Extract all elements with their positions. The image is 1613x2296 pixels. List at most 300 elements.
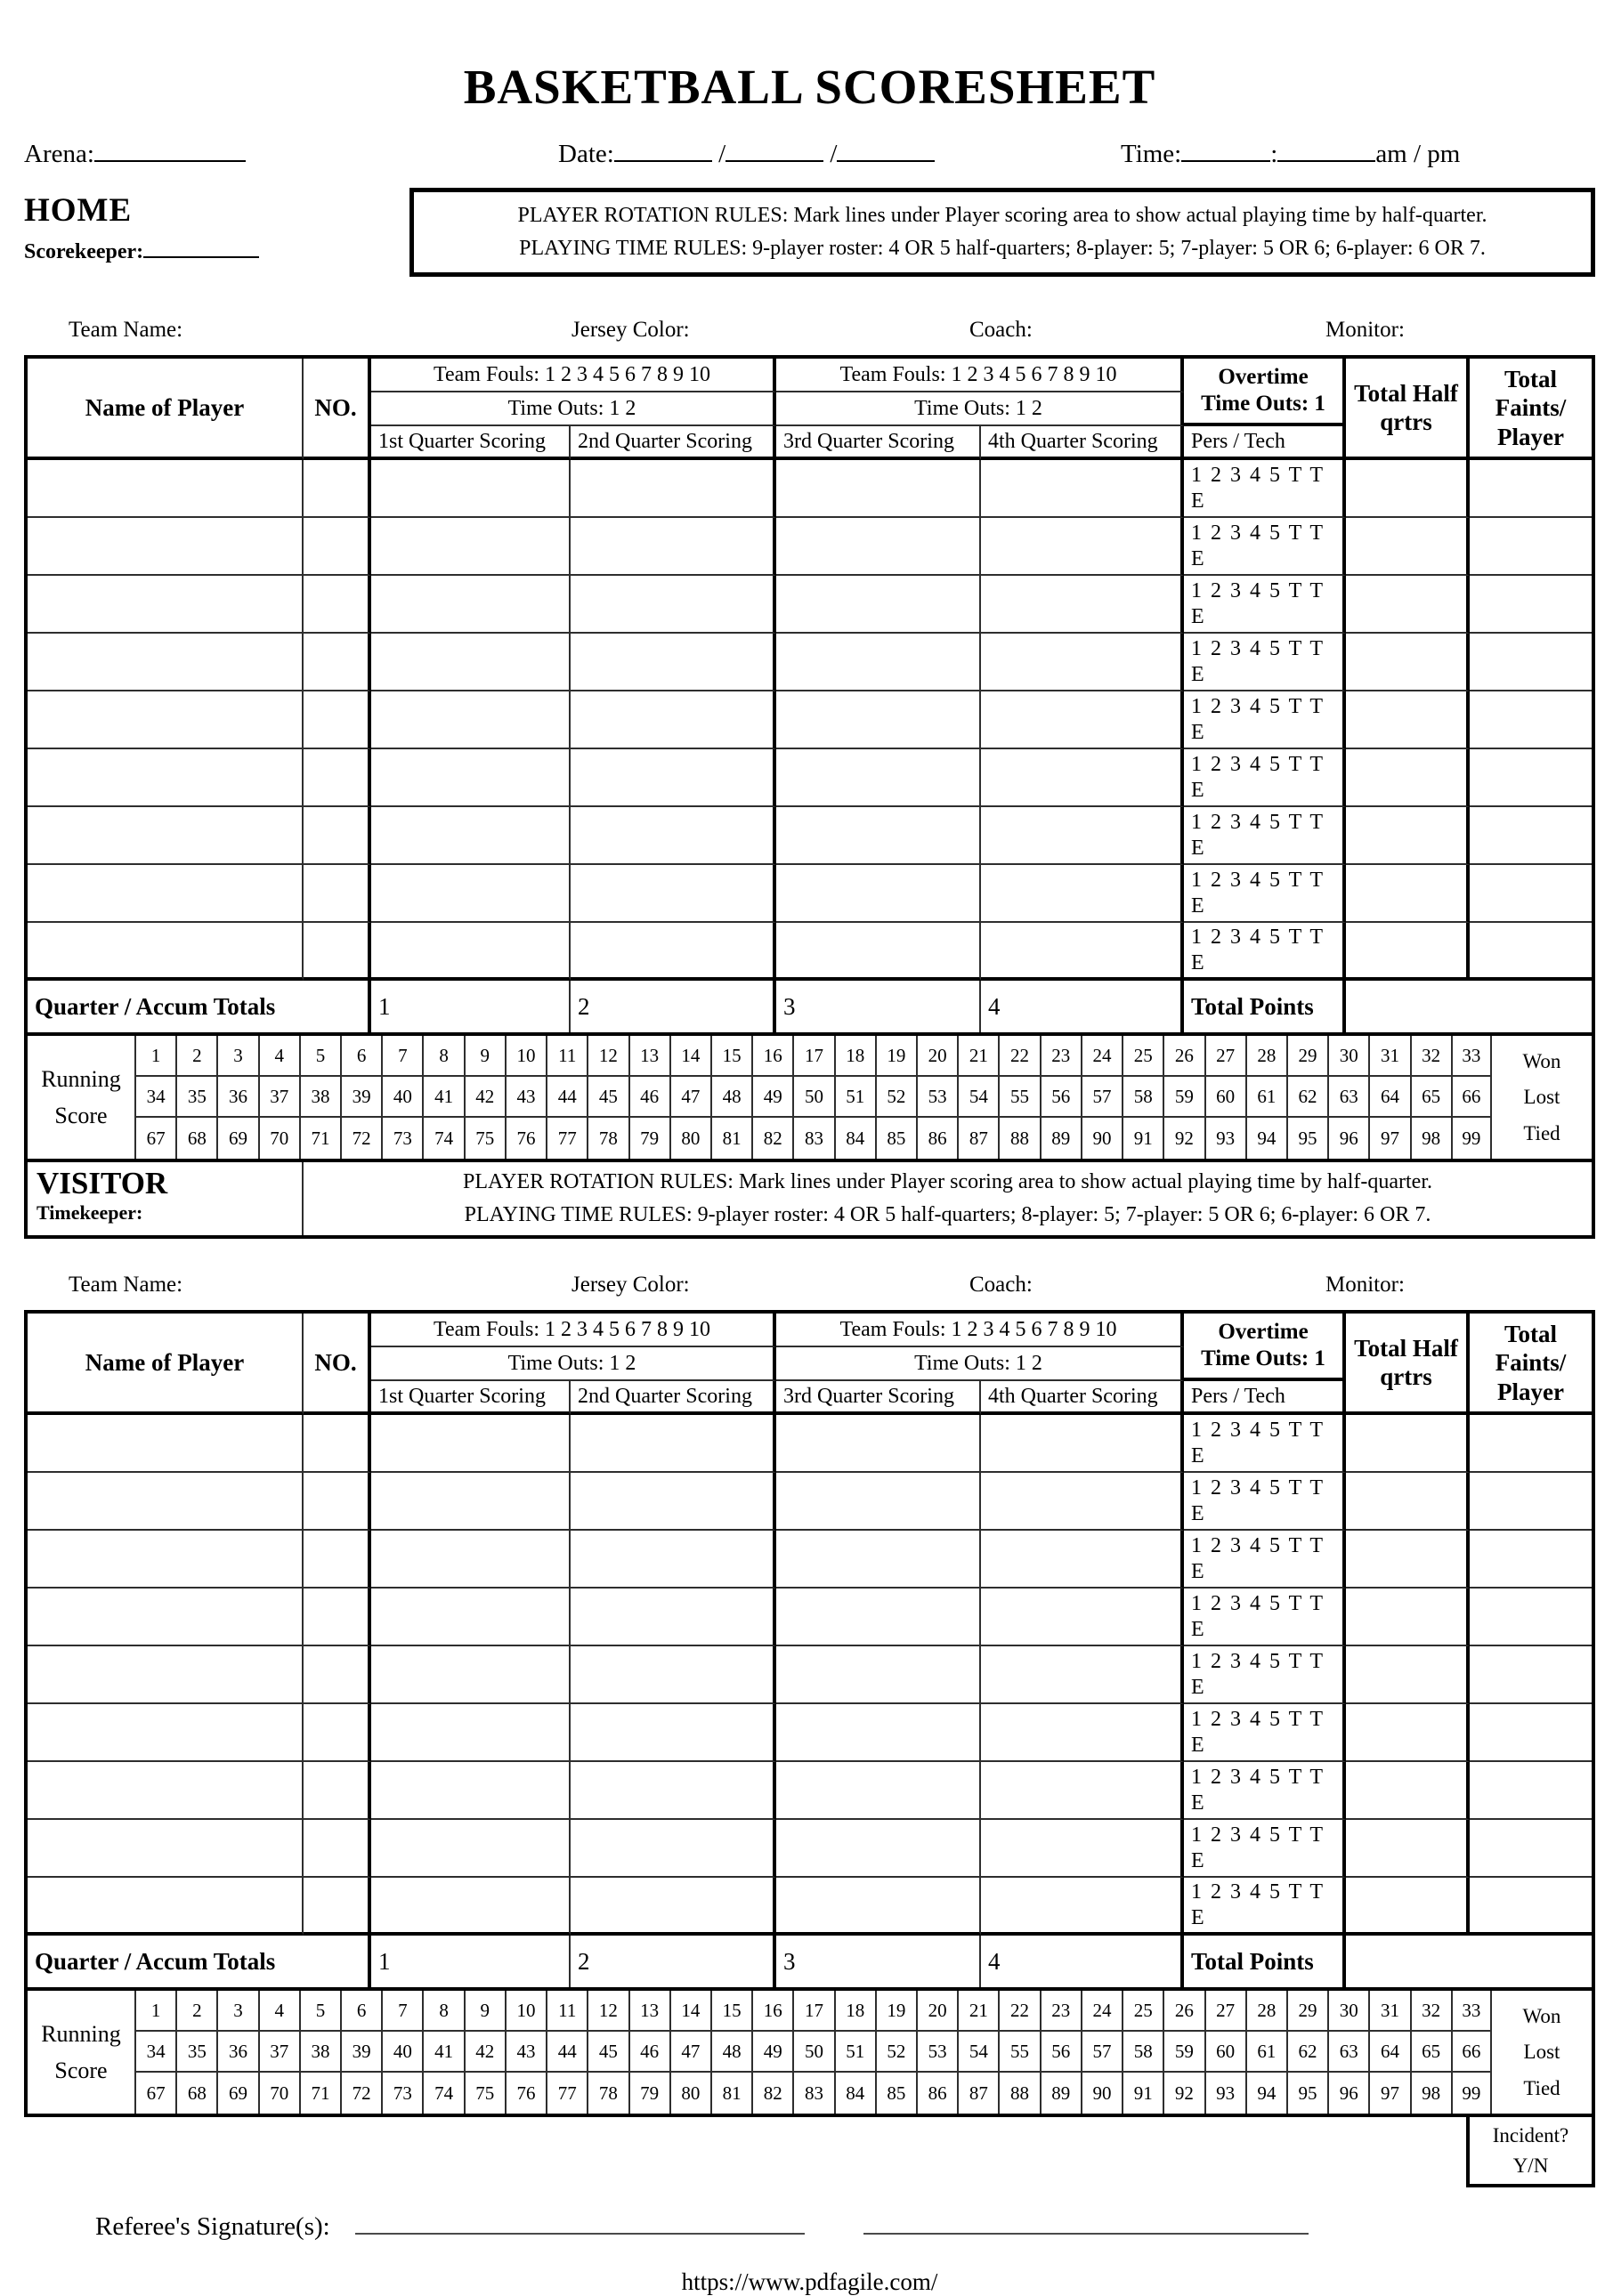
running-score-number[interactable]: 79 (628, 1118, 669, 1159)
quarter-total-cell[interactable]: 2 (571, 981, 776, 1032)
running-score-number[interactable]: 75 (464, 2073, 505, 2114)
running-score-number[interactable]: 21 (957, 1991, 998, 2032)
running-score-number[interactable]: 65 (1410, 2032, 1451, 2073)
total-faints-cell[interactable] (1470, 1589, 1592, 1646)
total-half-qrtrs-cell[interactable] (1346, 1878, 1470, 1936)
running-score-number[interactable]: 67 (134, 1118, 175, 1159)
running-score-number[interactable]: 93 (1204, 1118, 1245, 1159)
running-score-number[interactable]: 88 (998, 2073, 1039, 2114)
quarter-total-cell[interactable]: 4 (981, 1936, 1184, 1987)
running-score-number[interactable]: 9 (464, 1991, 505, 2032)
player-no-cell[interactable] (304, 1646, 371, 1704)
running-score-number[interactable]: 22 (998, 1991, 1039, 2032)
running-score-number[interactable]: 93 (1204, 2073, 1245, 2114)
running-score-number[interactable]: 65 (1410, 1077, 1451, 1118)
scorekeeper-input-line[interactable] (143, 235, 259, 258)
running-score-number[interactable]: 87 (957, 1118, 998, 1159)
won-lost-tied-label[interactable]: Won Lost Tied (1522, 2005, 1561, 2099)
running-score-number[interactable]: 1 (134, 1036, 175, 1077)
running-score-number[interactable]: 84 (834, 1118, 875, 1159)
player-no-cell[interactable] (304, 1878, 371, 1936)
q2-scoring-cell[interactable] (571, 1473, 776, 1531)
running-score-number[interactable]: 28 (1245, 1991, 1286, 2032)
running-score-number[interactable]: 92 (1163, 2073, 1204, 2114)
q2-scoring-cell[interactable] (571, 1646, 776, 1704)
player-name-cell[interactable] (28, 518, 304, 576)
total-half-qrtrs-cell[interactable] (1346, 1589, 1470, 1646)
q4-scoring-cell[interactable] (981, 1589, 1184, 1646)
date-day-line[interactable] (725, 134, 823, 162)
q3-scoring-cell[interactable] (776, 807, 981, 865)
running-score-number[interactable]: 25 (1122, 1991, 1163, 2032)
quarter-total-cell[interactable]: 1 (371, 1936, 571, 1987)
player-no-cell[interactable] (304, 1589, 371, 1646)
total-faints-cell[interactable] (1470, 1415, 1592, 1473)
q4-scoring-cell[interactable] (981, 691, 1184, 749)
running-score-number[interactable]: 17 (792, 1036, 833, 1077)
running-score-number[interactable]: 26 (1163, 1991, 1204, 2032)
q3-scoring-cell[interactable] (776, 1820, 981, 1878)
running-score-number[interactable]: 63 (1327, 2032, 1368, 2073)
q4-scoring-cell[interactable] (981, 1415, 1184, 1473)
running-score-number[interactable]: 69 (216, 2073, 257, 2114)
running-score-number[interactable]: 13 (628, 1991, 669, 2032)
running-score-number[interactable]: 38 (299, 1077, 340, 1118)
q1-scoring-cell[interactable] (371, 576, 571, 634)
running-score-number[interactable]: 21 (957, 1036, 998, 1077)
running-score-number[interactable]: 14 (669, 1991, 710, 2032)
running-score-number[interactable]: 76 (505, 1118, 546, 1159)
running-score-number[interactable]: 19 (875, 1991, 916, 2032)
total-faints-cell[interactable] (1470, 1762, 1592, 1820)
q2-scoring-cell[interactable] (571, 923, 776, 981)
total-half-qrtrs-cell[interactable] (1346, 923, 1470, 981)
running-score-number[interactable]: 3 (216, 1991, 257, 2032)
running-score-number[interactable]: 26 (1163, 1036, 1204, 1077)
pers-tech-fouls-scale[interactable]: 1 2 3 4 5 T T E (1184, 1415, 1346, 1473)
running-score-number[interactable]: 99 (1451, 2073, 1492, 2114)
running-score-number[interactable]: 73 (381, 2073, 422, 2114)
running-score-number[interactable]: 44 (546, 2032, 587, 2073)
running-score-number[interactable]: 50 (792, 1077, 833, 1118)
time-minute-line[interactable] (1277, 134, 1375, 162)
running-score-number[interactable]: 44 (546, 1077, 587, 1118)
running-score-number[interactable]: 42 (464, 2032, 505, 2073)
q3-scoring-cell[interactable] (776, 923, 981, 981)
running-score-number[interactable]: 84 (834, 2073, 875, 2114)
q2-scoring-cell[interactable] (571, 1820, 776, 1878)
running-score-number[interactable]: 25 (1122, 1036, 1163, 1077)
pers-tech-fouls-scale[interactable]: 1 2 3 4 5 T T E (1184, 807, 1346, 865)
running-score-number[interactable]: 70 (258, 1118, 299, 1159)
running-score-number[interactable]: 56 (1040, 1077, 1081, 1118)
running-score-number[interactable]: 24 (1081, 1991, 1122, 2032)
running-score-number[interactable]: 32 (1410, 1036, 1451, 1077)
running-score-number[interactable]: 45 (587, 2032, 628, 2073)
q2-scoring-cell[interactable] (571, 865, 776, 923)
running-score-number[interactable]: 30 (1327, 1036, 1368, 1077)
player-name-cell[interactable] (28, 1473, 304, 1531)
total-half-qrtrs-cell[interactable] (1346, 460, 1470, 518)
running-score-number[interactable]: 53 (916, 1077, 957, 1118)
running-score-number[interactable]: 40 (381, 1077, 422, 1118)
running-score-number[interactable]: 66 (1451, 2032, 1492, 2073)
running-score-number[interactable]: 82 (751, 2073, 792, 2114)
q1-scoring-cell[interactable] (371, 865, 571, 923)
running-score-number[interactable]: 71 (299, 2073, 340, 2114)
player-name-cell[interactable] (28, 1646, 304, 1704)
running-score-number[interactable]: 5 (299, 1036, 340, 1077)
running-score-number[interactable]: 49 (751, 1077, 792, 1118)
q2-scoring-cell[interactable] (571, 576, 776, 634)
q1-scoring-cell[interactable] (371, 518, 571, 576)
running-score-number[interactable]: 34 (134, 1077, 175, 1118)
running-score-number[interactable]: 13 (628, 1036, 669, 1077)
q2-scoring-cell[interactable] (571, 518, 776, 576)
running-score-number[interactable]: 8 (422, 1036, 463, 1077)
running-score-number[interactable]: 17 (792, 1991, 833, 2032)
running-score-number[interactable]: 9 (464, 1036, 505, 1077)
total-faints-cell[interactable] (1470, 691, 1592, 749)
running-score-number[interactable]: 58 (1122, 2032, 1163, 2073)
running-score-number[interactable]: 50 (792, 2032, 833, 2073)
quarter-total-cell[interactable]: 1 (371, 981, 571, 1032)
total-faints-cell[interactable] (1470, 1704, 1592, 1762)
q1-scoring-cell[interactable] (371, 1704, 571, 1762)
q3-scoring-cell[interactable] (776, 1762, 981, 1820)
q4-scoring-cell[interactable] (981, 1473, 1184, 1531)
date-year-line[interactable] (837, 134, 935, 162)
q4-scoring-cell[interactable] (981, 460, 1184, 518)
running-score-number[interactable]: 18 (834, 1036, 875, 1077)
running-score-number[interactable]: 90 (1081, 2073, 1122, 2114)
q2-scoring-cell[interactable] (571, 691, 776, 749)
total-faints-cell[interactable] (1470, 865, 1592, 923)
player-no-cell[interactable] (304, 923, 371, 981)
running-score-number[interactable]: 61 (1245, 2032, 1286, 2073)
running-score-number[interactable]: 58 (1122, 1077, 1163, 1118)
player-no-cell[interactable] (304, 576, 371, 634)
running-score-number[interactable]: 61 (1245, 1077, 1286, 1118)
running-score-number[interactable]: 6 (340, 1036, 381, 1077)
player-name-cell[interactable] (28, 749, 304, 807)
total-faints-cell[interactable] (1470, 634, 1592, 691)
player-no-cell[interactable] (304, 691, 371, 749)
running-score-number[interactable]: 15 (710, 1036, 751, 1077)
player-name-cell[interactable] (28, 865, 304, 923)
q1-scoring-cell[interactable] (371, 1762, 571, 1820)
running-score-number[interactable]: 30 (1327, 1991, 1368, 2032)
running-score-number[interactable]: 16 (751, 1036, 792, 1077)
running-score-number[interactable]: 96 (1327, 2073, 1368, 2114)
running-score-number[interactable]: 68 (175, 1118, 216, 1159)
total-half-qrtrs-cell[interactable] (1346, 518, 1470, 576)
q1-scoring-cell[interactable] (371, 634, 571, 691)
q2-scoring-cell[interactable] (571, 1589, 776, 1646)
running-score-number[interactable]: 41 (422, 1077, 463, 1118)
running-score-number[interactable]: 60 (1204, 2032, 1245, 2073)
player-name-cell[interactable] (28, 634, 304, 691)
running-score-number[interactable]: 98 (1410, 1118, 1451, 1159)
running-score-number[interactable]: 5 (299, 1991, 340, 2032)
pers-tech-fouls-scale[interactable]: 1 2 3 4 5 T T E (1184, 923, 1346, 981)
q2-scoring-cell[interactable] (571, 460, 776, 518)
total-half-qrtrs-cell[interactable] (1346, 865, 1470, 923)
running-score-number[interactable]: 19 (875, 1036, 916, 1077)
running-score-number[interactable]: 1 (134, 1991, 175, 2032)
running-score-number[interactable]: 77 (546, 1118, 587, 1159)
player-no-cell[interactable] (304, 460, 371, 518)
player-name-cell[interactable] (28, 1878, 304, 1936)
q3-scoring-cell[interactable] (776, 1415, 981, 1473)
running-score-number[interactable]: 55 (998, 2032, 1039, 2073)
q2-scoring-cell[interactable] (571, 634, 776, 691)
running-score-number[interactable]: 14 (669, 1036, 710, 1077)
running-score-number[interactable]: 24 (1081, 1036, 1122, 1077)
player-no-cell[interactable] (304, 865, 371, 923)
q3-scoring-cell[interactable] (776, 460, 981, 518)
player-no-cell[interactable] (304, 518, 371, 576)
total-faints-cell[interactable] (1470, 1531, 1592, 1589)
running-score-number[interactable]: 88 (998, 1118, 1039, 1159)
running-score-number[interactable]: 45 (587, 1077, 628, 1118)
running-score-number[interactable]: 89 (1040, 2073, 1081, 2114)
q4-scoring-cell[interactable] (981, 518, 1184, 576)
running-score-number[interactable]: 28 (1245, 1036, 1286, 1077)
q2-scoring-cell[interactable] (571, 1762, 776, 1820)
running-score-number[interactable]: 74 (422, 2073, 463, 2114)
running-score-number[interactable]: 99 (1451, 1118, 1492, 1159)
q2-scoring-cell[interactable] (571, 1415, 776, 1473)
running-score-number[interactable]: 22 (998, 1036, 1039, 1077)
running-score-number[interactable]: 15 (710, 1991, 751, 2032)
running-score-number[interactable]: 86 (916, 2073, 957, 2114)
q4-scoring-cell[interactable] (981, 634, 1184, 691)
q1-scoring-cell[interactable] (371, 1415, 571, 1473)
q4-scoring-cell[interactable] (981, 1646, 1184, 1704)
running-score-number[interactable]: 41 (422, 2032, 463, 2073)
running-score-number[interactable]: 6 (340, 1991, 381, 2032)
total-half-qrtrs-cell[interactable] (1346, 1531, 1470, 1589)
pers-tech-fouls-scale[interactable]: 1 2 3 4 5 T T E (1184, 749, 1346, 807)
running-score-number[interactable]: 66 (1451, 1077, 1492, 1118)
arena-input-line[interactable] (94, 134, 246, 162)
total-half-qrtrs-cell[interactable] (1346, 1704, 1470, 1762)
pers-tech-fouls-scale[interactable]: 1 2 3 4 5 T T E (1184, 634, 1346, 691)
running-score-number[interactable]: 11 (546, 1991, 587, 2032)
running-score-number[interactable]: 43 (505, 1077, 546, 1118)
running-score-number[interactable]: 97 (1368, 1118, 1409, 1159)
q4-scoring-cell[interactable] (981, 1704, 1184, 1762)
running-score-number[interactable]: 10 (505, 1991, 546, 2032)
running-score-number[interactable]: 29 (1286, 1991, 1327, 2032)
running-score-number[interactable]: 91 (1122, 2073, 1163, 2114)
q4-scoring-cell[interactable] (981, 1878, 1184, 1936)
total-half-qrtrs-cell[interactable] (1346, 634, 1470, 691)
running-score-number[interactable]: 18 (834, 1991, 875, 2032)
running-score-number[interactable]: 62 (1286, 1077, 1327, 1118)
running-score-number[interactable]: 54 (957, 2032, 998, 2073)
q1-scoring-cell[interactable] (371, 1646, 571, 1704)
running-score-number[interactable]: 56 (1040, 2032, 1081, 2073)
running-score-number[interactable]: 37 (258, 1077, 299, 1118)
pers-tech-fouls-scale[interactable]: 1 2 3 4 5 T T E (1184, 691, 1346, 749)
quarter-total-cell[interactable]: 3 (776, 981, 981, 1032)
running-score-number[interactable]: 75 (464, 1118, 505, 1159)
total-half-qrtrs-cell[interactable] (1346, 1415, 1470, 1473)
running-score-number[interactable]: 64 (1368, 1077, 1409, 1118)
quarter-total-cell[interactable]: 4 (981, 981, 1184, 1032)
q1-scoring-cell[interactable] (371, 1589, 571, 1646)
q3-scoring-cell[interactable] (776, 518, 981, 576)
running-score-number[interactable]: 51 (834, 1077, 875, 1118)
q3-scoring-cell[interactable] (776, 1878, 981, 1936)
running-score-number[interactable]: 89 (1040, 1118, 1081, 1159)
quarter-total-cell[interactable]: 3 (776, 1936, 981, 1987)
running-score-number[interactable]: 82 (751, 1118, 792, 1159)
pers-tech-fouls-scale[interactable]: 1 2 3 4 5 T T E (1184, 518, 1346, 576)
running-score-number[interactable]: 97 (1368, 2073, 1409, 2114)
running-score-number[interactable]: 94 (1245, 1118, 1286, 1159)
running-score-number[interactable]: 62 (1286, 2032, 1327, 2073)
total-faints-cell[interactable] (1470, 1473, 1592, 1531)
q3-scoring-cell[interactable] (776, 1646, 981, 1704)
running-score-number[interactable]: 80 (669, 2073, 710, 2114)
player-name-cell[interactable] (28, 576, 304, 634)
running-score-number[interactable]: 71 (299, 1118, 340, 1159)
running-score-number[interactable]: 35 (175, 1077, 216, 1118)
q1-scoring-cell[interactable] (371, 923, 571, 981)
q3-scoring-cell[interactable] (776, 576, 981, 634)
running-score-number[interactable]: 2 (175, 1036, 216, 1077)
running-score-number[interactable]: 20 (916, 1991, 957, 2032)
running-score-number[interactable]: 3 (216, 1036, 257, 1077)
running-score-number[interactable]: 87 (957, 2073, 998, 2114)
running-score-number[interactable]: 12 (587, 1036, 628, 1077)
running-score-number[interactable]: 20 (916, 1036, 957, 1077)
running-score-number[interactable]: 11 (546, 1036, 587, 1077)
running-score-number[interactable]: 59 (1163, 2032, 1204, 2073)
running-score-number[interactable]: 10 (505, 1036, 546, 1077)
running-score-number[interactable]: 95 (1286, 2073, 1327, 2114)
player-no-cell[interactable] (304, 1820, 371, 1878)
running-score-number[interactable]: 27 (1204, 1991, 1245, 2032)
q3-scoring-cell[interactable] (776, 1473, 981, 1531)
running-score-number[interactable]: 29 (1286, 1036, 1327, 1077)
running-score-number[interactable]: 68 (175, 2073, 216, 2114)
running-score-number[interactable]: 36 (216, 2032, 257, 2073)
q1-scoring-cell[interactable] (371, 460, 571, 518)
total-points-value-cell[interactable] (1346, 981, 1592, 1032)
running-score-number[interactable]: 60 (1204, 1077, 1245, 1118)
running-score-number[interactable]: 31 (1368, 1991, 1409, 2032)
pers-tech-fouls-scale[interactable]: 1 2 3 4 5 T T E (1184, 1646, 1346, 1704)
running-score-number[interactable]: 7 (381, 1036, 422, 1077)
running-score-number[interactable]: 78 (587, 2073, 628, 2114)
q3-scoring-cell[interactable] (776, 749, 981, 807)
running-score-number[interactable]: 42 (464, 1077, 505, 1118)
pers-tech-fouls-scale[interactable]: 1 2 3 4 5 T T E (1184, 1589, 1346, 1646)
running-score-number[interactable]: 95 (1286, 1118, 1327, 1159)
pers-tech-fouls-scale[interactable]: 1 2 3 4 5 T T E (1184, 1878, 1346, 1936)
running-score-number[interactable]: 79 (628, 2073, 669, 2114)
total-half-qrtrs-cell[interactable] (1346, 1820, 1470, 1878)
running-score-number[interactable]: 70 (258, 2073, 299, 2114)
total-points-value-cell[interactable] (1346, 1936, 1592, 1987)
running-score-number[interactable]: 57 (1081, 1077, 1122, 1118)
q4-scoring-cell[interactable] (981, 576, 1184, 634)
player-no-cell[interactable] (304, 1415, 371, 1473)
total-half-qrtrs-cell[interactable] (1346, 1473, 1470, 1531)
running-score-number[interactable]: 4 (258, 1036, 299, 1077)
q2-scoring-cell[interactable] (571, 1531, 776, 1589)
player-no-cell[interactable] (304, 749, 371, 807)
referee-signature-line-2[interactable] (863, 2207, 1309, 2235)
running-score-number[interactable]: 54 (957, 1077, 998, 1118)
running-score-number[interactable]: 33 (1451, 1036, 1492, 1077)
q3-scoring-cell[interactable] (776, 1704, 981, 1762)
running-score-number[interactable]: 48 (710, 1077, 751, 1118)
running-score-number[interactable]: 48 (710, 2032, 751, 2073)
running-score-number[interactable]: 49 (751, 2032, 792, 2073)
total-half-qrtrs-cell[interactable] (1346, 691, 1470, 749)
player-name-cell[interactable] (28, 691, 304, 749)
total-half-qrtrs-cell[interactable] (1346, 807, 1470, 865)
q4-scoring-cell[interactable] (981, 1820, 1184, 1878)
player-name-cell[interactable] (28, 1589, 304, 1646)
running-score-number[interactable]: 72 (340, 2073, 381, 2114)
q4-scoring-cell[interactable] (981, 807, 1184, 865)
total-faints-cell[interactable] (1470, 576, 1592, 634)
running-score-number[interactable]: 8 (422, 1991, 463, 2032)
date-month-line[interactable] (614, 134, 712, 162)
running-score-number[interactable]: 16 (751, 1991, 792, 2032)
total-half-qrtrs-cell[interactable] (1346, 576, 1470, 634)
q4-scoring-cell[interactable] (981, 1531, 1184, 1589)
q1-scoring-cell[interactable] (371, 1531, 571, 1589)
footer-url[interactable]: https://www.pdfagile.com/ (681, 2268, 938, 2296)
running-score-number[interactable]: 63 (1327, 1077, 1368, 1118)
q2-scoring-cell[interactable] (571, 1878, 776, 1936)
running-score-number[interactable]: 98 (1410, 2073, 1451, 2114)
running-score-number[interactable]: 59 (1163, 1077, 1204, 1118)
q2-scoring-cell[interactable] (571, 1704, 776, 1762)
total-half-qrtrs-cell[interactable] (1346, 749, 1470, 807)
player-no-cell[interactable] (304, 807, 371, 865)
q3-scoring-cell[interactable] (776, 1589, 981, 1646)
player-name-cell[interactable] (28, 1762, 304, 1820)
running-score-number[interactable]: 34 (134, 2032, 175, 2073)
running-score-number[interactable]: 86 (916, 1118, 957, 1159)
running-score-number[interactable]: 43 (505, 2032, 546, 2073)
player-name-cell[interactable] (28, 1531, 304, 1589)
running-score-number[interactable]: 46 (628, 2032, 669, 2073)
running-score-number[interactable]: 23 (1040, 1036, 1081, 1077)
q3-scoring-cell[interactable] (776, 634, 981, 691)
running-score-number[interactable]: 39 (340, 2032, 381, 2073)
pers-tech-fouls-scale[interactable]: 1 2 3 4 5 T T E (1184, 1762, 1346, 1820)
pers-tech-fouls-scale[interactable]: 1 2 3 4 5 T T E (1184, 1473, 1346, 1531)
running-score-number[interactable]: 35 (175, 2032, 216, 2073)
running-score-number[interactable]: 36 (216, 1077, 257, 1118)
q1-scoring-cell[interactable] (371, 1820, 571, 1878)
pers-tech-fouls-scale[interactable]: 1 2 3 4 5 T T E (1184, 1531, 1346, 1589)
q1-scoring-cell[interactable] (371, 807, 571, 865)
running-score-number[interactable]: 47 (669, 1077, 710, 1118)
total-faints-cell[interactable] (1470, 749, 1592, 807)
total-faints-cell[interactable] (1470, 807, 1592, 865)
pers-tech-fouls-scale[interactable]: 1 2 3 4 5 T T E (1184, 1704, 1346, 1762)
